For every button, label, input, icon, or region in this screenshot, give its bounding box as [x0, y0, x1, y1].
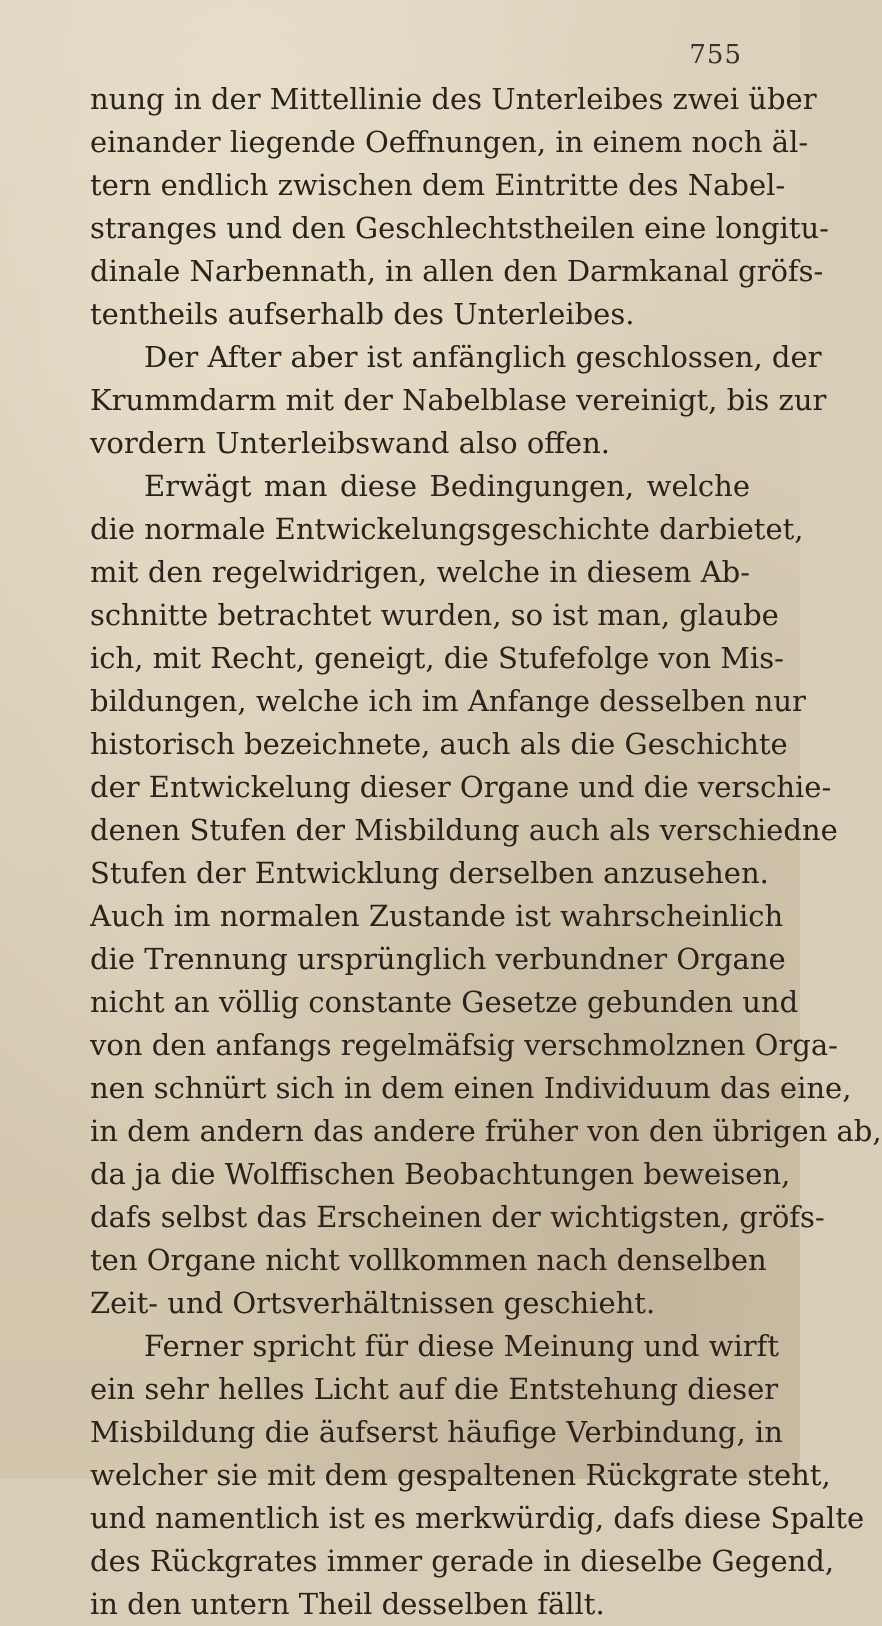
text-line: nung in der Mittellinie des Unterleibes zwei über	[90, 82, 817, 116]
text-line: vordern Unterleibswand also offen.	[90, 426, 610, 460]
text-line: historisch bezeichnete, auch als die Geschichte	[90, 727, 788, 761]
text-line: und namentlich ist es merkwürdig, dafs diese Spalte	[90, 1501, 865, 1535]
text-line: der Entwickelung dieser Organe und die verschie-	[90, 770, 832, 804]
text-line: mit den regelwidrigen, welche in diesem Ab-	[90, 555, 750, 589]
text-line: Der After aber ist anfänglich geschlossen, der	[144, 340, 822, 374]
text-line: ein sehr helles Licht auf die Entstehung dieser	[90, 1372, 779, 1406]
text-line: welcher sie mit dem gespaltenen Rückgrate steht,	[90, 1458, 831, 1492]
text-line: in dem andern das andere früher von den übrigen ab,	[90, 1114, 882, 1148]
text-line: stranges und den Geschlechtstheilen eine longitu-	[90, 211, 829, 245]
text-line: Erwägt man diese Bedingungen, welche	[144, 469, 750, 503]
text-line: nen schnürt sich in dem einen Individuum das eine,	[90, 1071, 852, 1105]
text-line: ich, mit Recht, geneigt, die Stufefolge von Mis-	[90, 641, 784, 675]
text-line: des Rückgrates immer gerade in dieselbe Gegend,	[90, 1544, 835, 1578]
page-number: 755	[689, 40, 742, 70]
text-line: Stufen der Entwicklung derselben anzusehen.	[90, 856, 769, 890]
text-line: schnitte betrachtet wurden, so ist man, glaube	[90, 598, 779, 632]
text-line: einander liegende Oeffnungen, in einem noch äl-	[90, 125, 809, 159]
text-line: Ferner spricht für diese Meinung und wirft	[144, 1329, 780, 1363]
text-line: tern endlich zwischen dem Eintritte des Nabel-	[90, 168, 786, 202]
text-line: Auch im normalen Zustande ist wahrscheinlich	[90, 899, 784, 933]
text-line: Zeit- und Ortsverhältnissen geschieht.	[90, 1286, 656, 1320]
text-line: dafs selbst das Erscheinen der wichtigsten, gröfs-	[90, 1200, 825, 1234]
text-line: denen Stufen der Misbildung auch als verschiedne	[90, 813, 838, 847]
text-line: in den untern Theil desselben fällt.	[90, 1587, 605, 1621]
text-line: ten Organe nicht vollkommen nach denselben	[90, 1243, 767, 1277]
text-line: Krummdarm mit der Nabelblase vereinigt, bis zur	[90, 383, 827, 417]
text-line: die Trennung ursprünglich verbundner Organe	[90, 942, 786, 976]
text-line: die normale Entwickelungsgeschichte darbietet,	[90, 512, 804, 546]
text-line: Misbildung die äufserst häufige Verbindung, in	[90, 1415, 783, 1449]
text-line: tentheils aufserhalb des Unterleibes.	[90, 297, 635, 331]
text-line: dinale Narbennath, in allen den Darmkanal gröfs-	[90, 254, 824, 288]
text-line: von den anfangs regelmäfsig verschmolznen Orga-	[90, 1028, 838, 1062]
text-line: da ja die Wolffischen Beobachtungen beweisen,	[90, 1157, 791, 1191]
text-line: bildungen, welche ich im Anfange desselben nur	[90, 684, 806, 718]
text-line: nicht an völlig constante Gesetze gebunden und	[90, 985, 799, 1019]
body-text	[90, 78, 882, 1626]
